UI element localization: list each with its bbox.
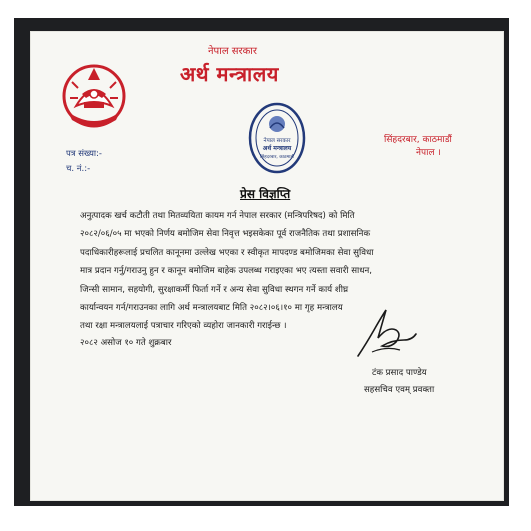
- body-line: पदाधिकारीहरूलाई प्रचलित कानूनमा उल्लेख भएका र स्वीकृत मापदण्ड बमोजिमका सेवा सुविधा: [80, 247, 374, 258]
- ministry-seal-icon: [246, 98, 308, 178]
- address-line-1: सिंहदरबार, काठमाडौं: [384, 135, 452, 145]
- body-line: २०८२/०६/०५ मा भएको निर्णय बमोजिम सेवा निवृत्त भइसकेका पूर्व राजनैतिक तथा प्रशासनिक: [80, 229, 371, 240]
- signatory-name: टंक प्रसाद पाण्डेय: [372, 368, 427, 378]
- government-label: नेपाल सरकार: [208, 46, 257, 57]
- body-line: अनुत्पादक खर्च कटौती तथा मितव्ययिता कायम गर्न नेपाल सरकार (मन्त्रिपरिषद) को मिति: [80, 211, 355, 221]
- release-date: २०८२ असोज १० गते शुक्रबार: [80, 338, 172, 348]
- nepal-emblem-icon: [58, 58, 130, 138]
- margin-bottom: [0, 506, 531, 531]
- seal-text-1: नेपाल सरकार: [263, 138, 291, 144]
- body-line: मात्र प्रदान गर्नु/गराउनु हुन र कानून बमोजिम बाहेक उपलब्ध गराइएका भए त्यस्ता सवारी साधन,: [80, 266, 373, 277]
- margin-left: [0, 0, 14, 531]
- body-line: तथा रक्षा मन्त्रालयलाई पत्राचार गरिएको व्यहोरा जानकारी गराईन्छ ।: [80, 321, 287, 332]
- body-line: जिन्सी सामान, सहयोगी, सुरक्षाकर्मी फिर्ता गर्ने र अन्य सेवा सुविधा स्थगन गर्ने कार्य शीघ्र: [80, 284, 349, 295]
- document-title: प्रेस विज्ञप्ति: [240, 187, 291, 201]
- seal-text-2: अर्थ मन्त्रालय: [262, 145, 292, 152]
- margin-right: [509, 0, 531, 531]
- margin-top: [0, 0, 531, 18]
- dispatch-number-label: च. नं.:-: [66, 164, 91, 174]
- ministry-name: अर्थ मन्त्रालय: [180, 62, 279, 86]
- address-line-2: नेपाल ।: [416, 148, 441, 158]
- body-line: कार्यान्वयन गर्न/गराउनका लागि अर्थ मन्त्रालयबाट मिति २०८२।०६।१० मा गृह मन्त्रालय: [80, 303, 343, 314]
- signatory-designation: सहसचिव एवम् प्रवक्ता: [364, 385, 435, 395]
- signature-icon: [352, 300, 422, 364]
- letter-number-label: पत्र संख्या:-: [66, 149, 103, 159]
- seal-text-3: सिंहदरबार, काठमाडौं: [260, 155, 294, 160]
